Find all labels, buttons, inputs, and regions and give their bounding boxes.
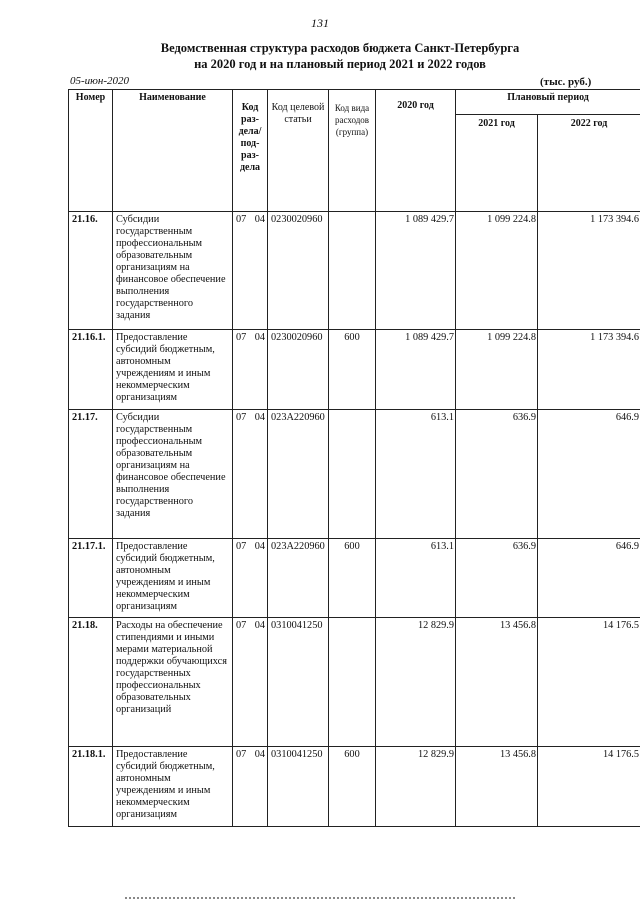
row-value-2022: 646.9 — [538, 410, 640, 539]
row-target-code: 0230020960 — [268, 212, 329, 330]
row-value-2022: 1 173 394.6 — [538, 212, 640, 330]
row-name: Расходы на обеспечение стипендиями и иными мерами материальной поддержки обучающихся государственных профессиональных образовательных организаций — [113, 618, 233, 747]
row-number: 21.16.1. — [69, 330, 113, 410]
table-header — [69, 90, 640, 212]
row-section: 07 — [233, 747, 250, 827]
row-value-2021: 13 456.8 — [456, 618, 538, 747]
budget-table — [68, 89, 640, 827]
row-subsection: 04 — [250, 618, 268, 747]
header-name: Наименование — [113, 90, 233, 212]
row-section: 07 — [233, 539, 250, 618]
row-name: Субсидии государственным профессиональным образовательным организациям на финансовое обеспечение выполнения государственного задания — [113, 410, 233, 539]
row-section: 07 — [233, 212, 250, 330]
table-row — [69, 747, 640, 827]
row-name: Субсидии государственным профессиональным образовательным организациям на финансовое обеспечение выполнения государственного задания — [113, 212, 233, 330]
table-row — [69, 410, 640, 539]
row-subsection: 04 — [250, 747, 268, 827]
page-number: 131 — [311, 16, 329, 30]
header-2022: 2022 год — [538, 115, 640, 212]
table-body — [69, 212, 640, 827]
row-name: Предоставление субсидий бюджетным, автономным учреждениям и иным некоммерческим организациям — [113, 539, 233, 618]
row-expense-code: 600 — [329, 747, 376, 827]
row-value-2022: 14 176.5 — [538, 618, 640, 747]
row-value-2021: 13 456.8 — [456, 747, 538, 827]
row-number: 21.18.1. — [69, 747, 113, 827]
title-line-1: Ведомственная структура расходов бюджета Санкт-Петербурга — [160, 41, 520, 55]
table-row — [69, 212, 640, 330]
row-value-2020: 613.1 — [376, 539, 456, 618]
row-target-code: 0310041250 — [268, 747, 329, 827]
row-value-2020: 12 829.9 — [376, 618, 456, 747]
row-number: 21.18. — [69, 618, 113, 747]
row-expense-code: 600 — [329, 539, 376, 618]
header-2020: 2020 год — [376, 90, 456, 212]
row-target-code: 023А220960 — [268, 539, 329, 618]
row-number: 21.17. — [69, 410, 113, 539]
row-target-code: 0310041250 — [268, 618, 329, 747]
row-value-2020: 1 089 429.7 — [376, 212, 456, 330]
row-section: 07 — [233, 330, 250, 410]
row-value-2021: 1 099 224.8 — [456, 212, 538, 330]
row-value-2020: 1 089 429.7 — [376, 330, 456, 410]
header-planned-period: Плановый период — [456, 90, 640, 115]
row-value-2020: 12 829.9 — [376, 747, 456, 827]
row-expense-code — [329, 212, 376, 330]
header-2021: 2021 год — [456, 115, 538, 212]
row-value-2020: 613.1 — [376, 410, 456, 539]
row-value-2022: 1 173 394.6 — [538, 330, 640, 410]
row-target-code: 0230020960 — [268, 330, 329, 410]
header-expense-code: Код вида расходов (группа) — [329, 90, 376, 212]
row-expense-code — [329, 410, 376, 539]
row-section: 07 — [233, 618, 250, 747]
header-number: Номер — [69, 90, 113, 212]
table-row — [69, 539, 640, 618]
row-subsection: 04 — [250, 539, 268, 618]
row-target-code: 023А220960 — [268, 410, 329, 539]
row-name: Предоставление субсидий бюджетным, автономным учреждениям и иным некоммерческим организациям — [113, 330, 233, 410]
document-title — [0, 40, 640, 72]
row-number: 21.16. — [69, 212, 113, 330]
row-expense-code — [329, 618, 376, 747]
header-target-code: Код целевой статьи — [268, 90, 329, 212]
row-value-2021: 636.9 — [456, 539, 538, 618]
row-value-2021: 1 099 224.8 — [456, 330, 538, 410]
row-value-2022: 14 176.5 — [538, 747, 640, 827]
title-line-2: на 2020 год и на плановый период 2021 и 2022 годов — [194, 57, 486, 71]
document-date: 05-июн-2020 — [70, 75, 130, 87]
table-row — [69, 618, 640, 747]
row-expense-code: 600 — [329, 330, 376, 410]
header-section-code: Код раз-дела/ под-раз-дела — [233, 90, 268, 212]
row-number: 21.17.1. — [69, 539, 113, 618]
units-label: (тыс. руб.) — [540, 76, 592, 88]
row-value-2021: 636.9 — [456, 410, 538, 539]
row-section: 07 — [233, 410, 250, 539]
row-subsection: 04 — [250, 330, 268, 410]
row-subsection: 04 — [250, 212, 268, 330]
row-name: Предоставление субсидий бюджетным, автономным учреждениям и иным некоммерческим организациям — [113, 747, 233, 827]
table-row — [69, 330, 640, 410]
footer-divider — [125, 897, 515, 900]
row-subsection: 04 — [250, 410, 268, 539]
row-value-2022: 646.9 — [538, 539, 640, 618]
